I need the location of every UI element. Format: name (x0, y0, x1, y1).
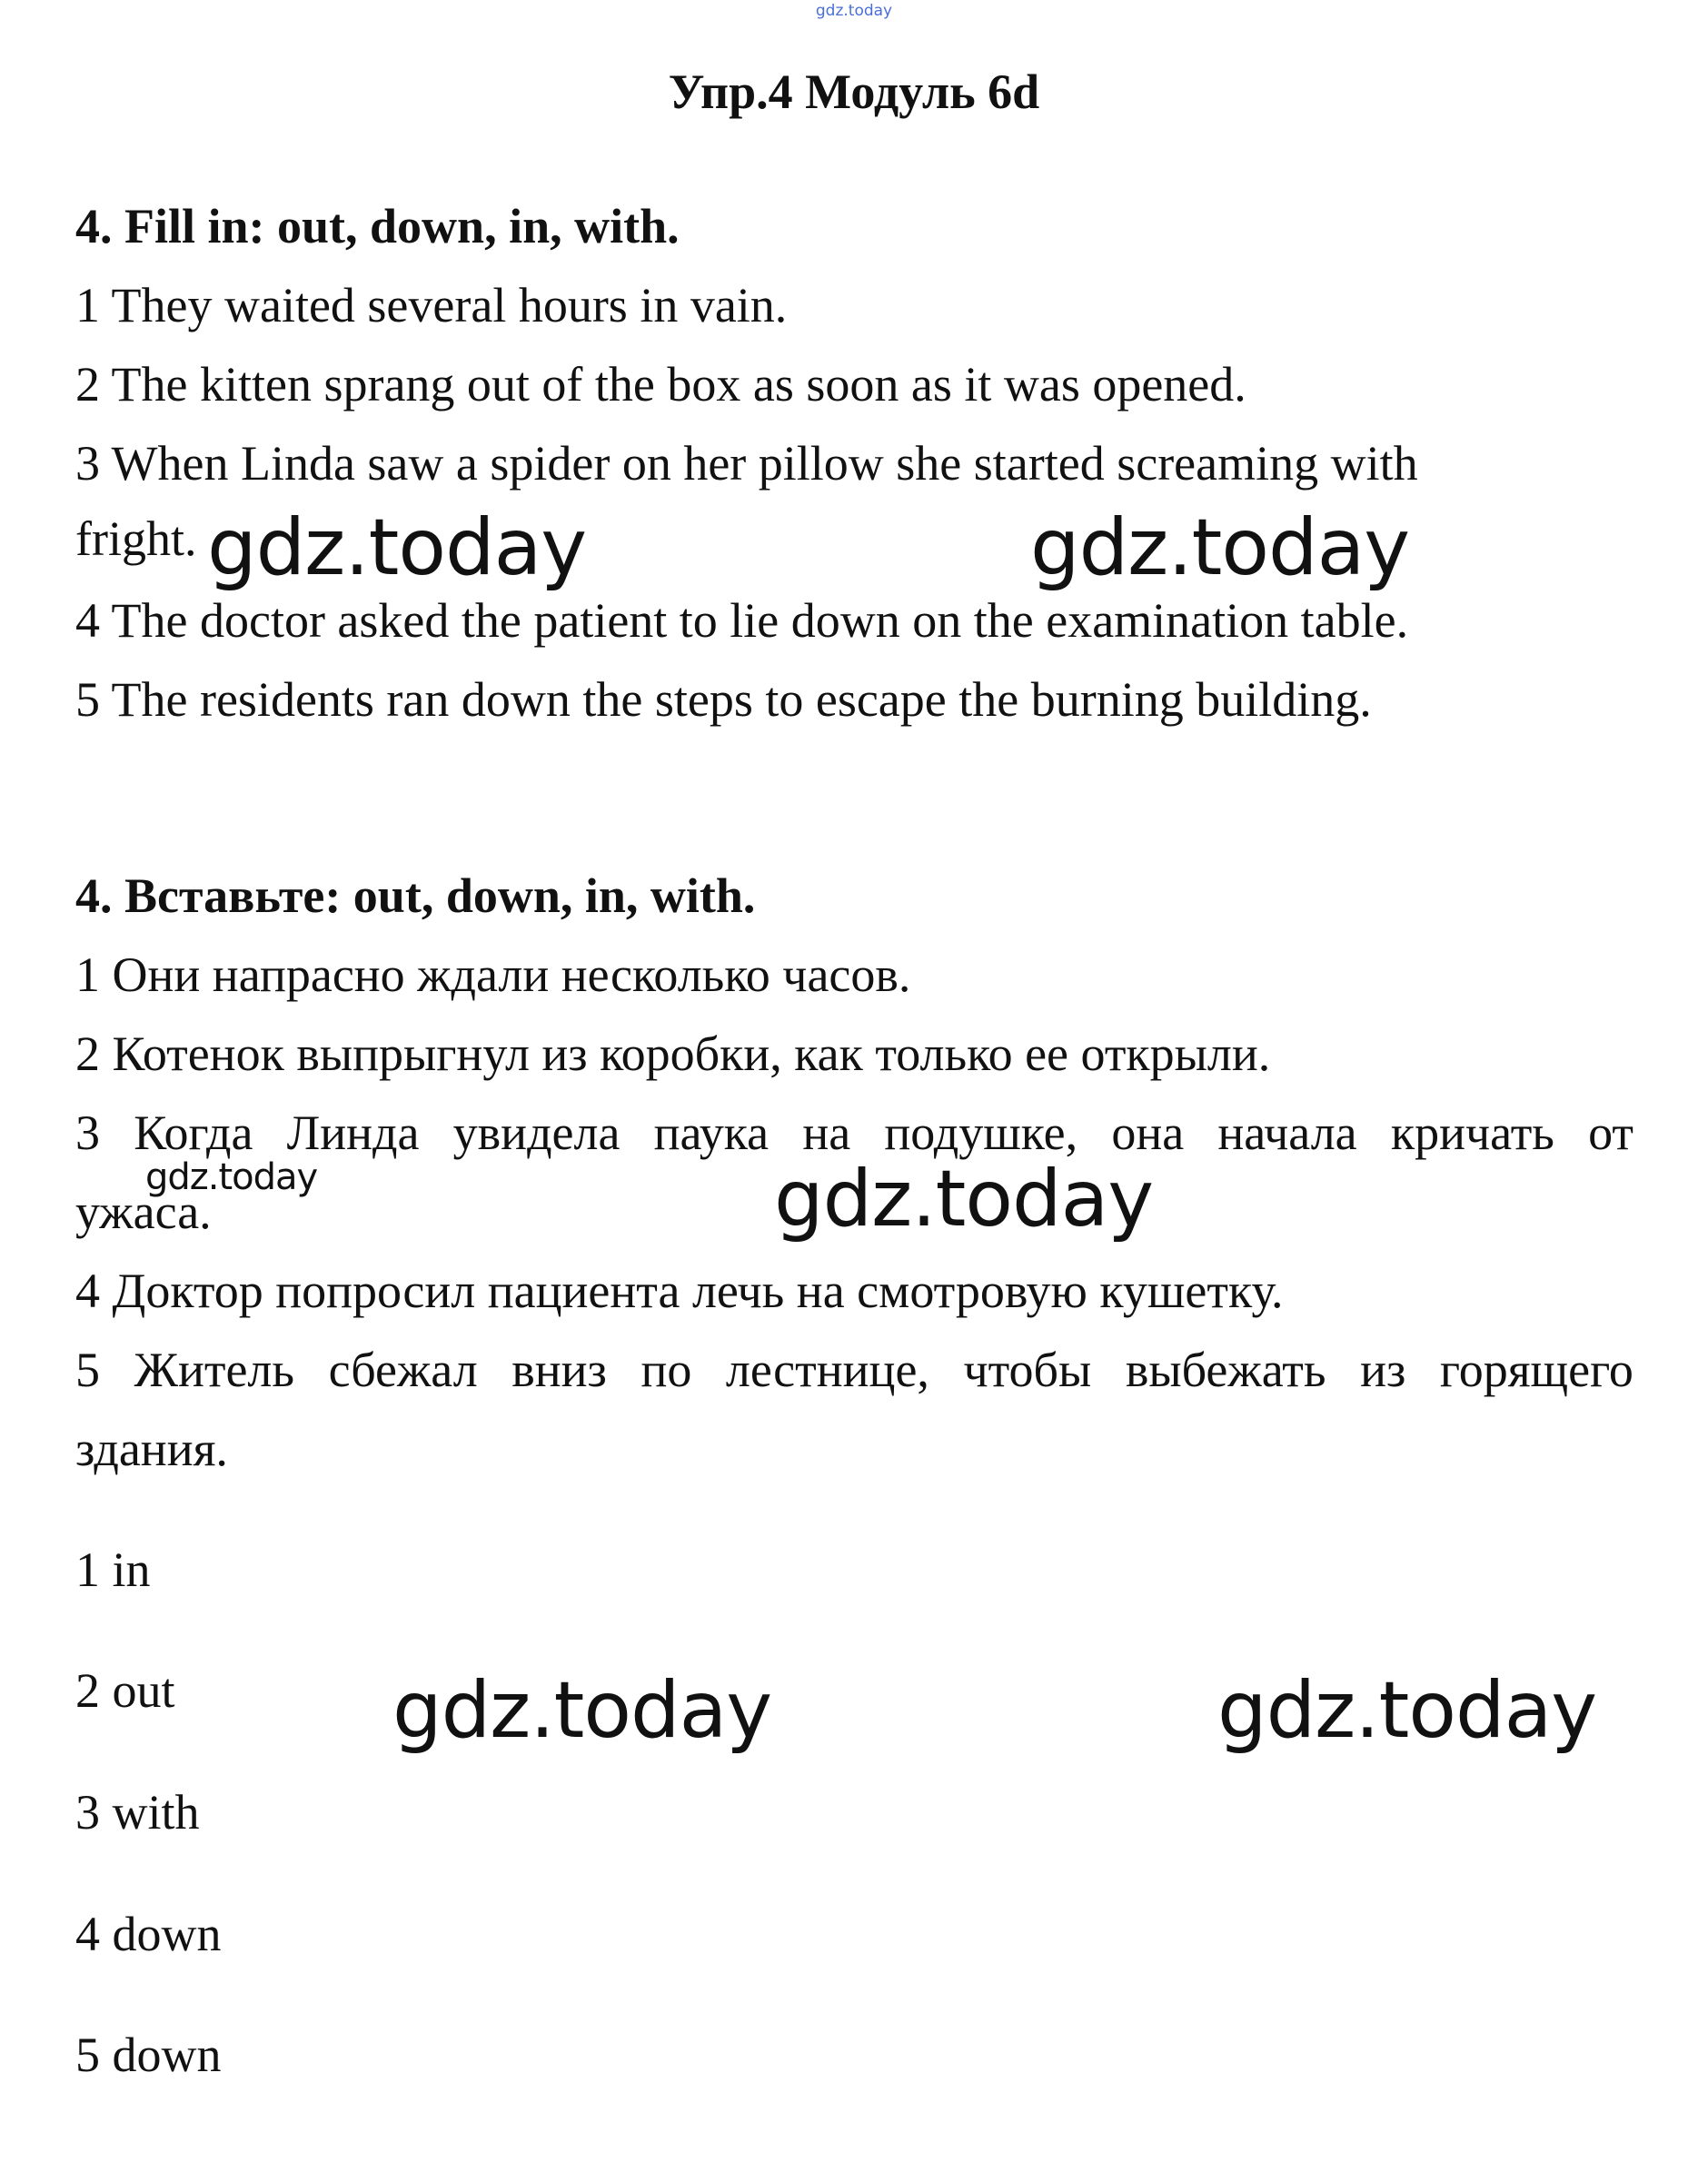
watermark: gdz.today (207, 502, 587, 593)
word: горящего (1439, 1343, 1634, 1397)
word: вниз (511, 1343, 607, 1397)
answer-2: 2 out (75, 1663, 175, 1718)
russian-item-5-continued: здания. (75, 1422, 228, 1476)
watermark: gdz.today (1217, 1665, 1597, 1756)
english-item-1: 1 They waited several hours in vain. (75, 278, 788, 332)
word: лестнице, (725, 1343, 929, 1397)
word: Житель (134, 1343, 295, 1397)
word: увидела (452, 1106, 621, 1160)
answer-5: 5 down (75, 2028, 222, 2082)
russian-item-3-continued: ужаса. (75, 1185, 212, 1239)
word: сбежал (328, 1343, 478, 1397)
word: начала (1217, 1106, 1357, 1160)
word: чтобы (963, 1343, 1092, 1397)
word: она (1111, 1106, 1185, 1160)
answer-1: 1 in (75, 1542, 151, 1597)
word: паука (653, 1106, 770, 1160)
russian-item-1: 1 Они напрасно ждали несколько часов. (75, 947, 911, 1002)
watermark: gdz.today (1030, 502, 1410, 593)
watermark: gdz.today (774, 1154, 1154, 1245)
word: Когда (134, 1106, 253, 1160)
russian-item-3 (75, 1105, 1634, 1161)
word: от (1588, 1106, 1634, 1160)
word: кричать (1390, 1106, 1554, 1160)
english-item-2: 2 The kitten sprang out of the box as soon as it was opened. (75, 357, 1246, 412)
word: выбежать (1125, 1343, 1326, 1397)
word: подушке, (884, 1106, 1078, 1160)
answer-4: 4 down (75, 1907, 222, 1961)
english-item-4: 4 The doctor asked the patient to lie down on the examination table. (75, 593, 1409, 648)
english-heading: 4. Fill in: out, down, in, with. (75, 199, 680, 253)
russian-item-5 (75, 1342, 1634, 1398)
word: 3 (75, 1106, 100, 1160)
word: Линда (286, 1106, 420, 1160)
english-item-3: 3 When Linda saw a spider on her pillow she started screaming with (75, 436, 1418, 491)
word: на (802, 1106, 851, 1160)
page-title: Упр.4 Модуль 6d (668, 64, 1040, 119)
russian-item-4: 4 Доктор попросил пациента лечь на смотровую кушетку. (75, 1264, 1284, 1318)
top-watermark: gdz.today (815, 2, 893, 20)
watermark: gdz.today (145, 1156, 318, 1198)
english-item-3-continued: fright. (75, 511, 197, 566)
word: 5 (75, 1343, 100, 1397)
word: из (1360, 1343, 1406, 1397)
watermark: gdz.today (392, 1665, 772, 1756)
russian-item-2: 2 Котенок выпрыгнул из коробки, как только ее открыли. (75, 1026, 1271, 1081)
word: по (640, 1343, 692, 1397)
russian-heading: 4. Вставьте: out, down, in, with. (75, 868, 756, 923)
answer-3: 3 with (75, 1785, 200, 1840)
english-item-5: 5 The residents ran down the steps to escape the burning building. (75, 672, 1372, 727)
